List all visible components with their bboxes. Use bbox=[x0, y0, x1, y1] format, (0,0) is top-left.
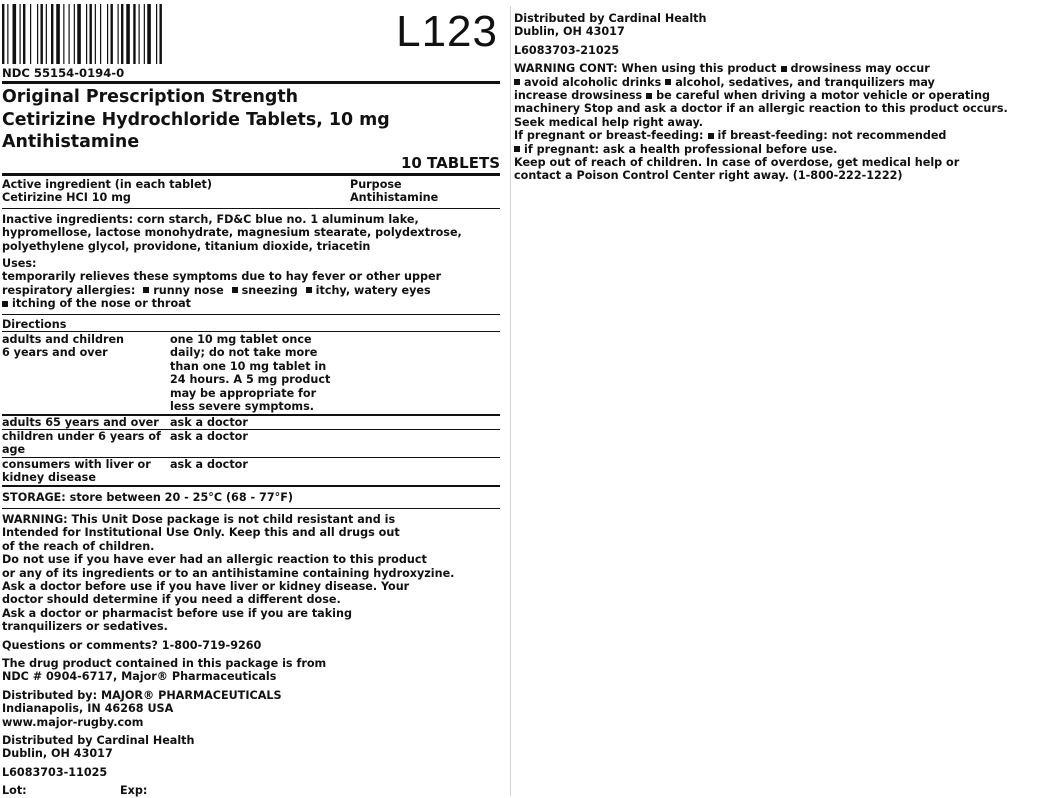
bullet-icon bbox=[781, 66, 787, 72]
text-line: contact a Poison Control Center right away. (1-800-222-1222) bbox=[514, 169, 903, 183]
text-line bbox=[514, 129, 1042, 142]
questions: Questions or comments? 1-800-719-9260 bbox=[2, 638, 262, 652]
active-ingredient-header bbox=[2, 178, 500, 191]
cell-line: 24 hours. A 5 mg product bbox=[170, 373, 331, 387]
barcode-bar bbox=[107, 4, 108, 64]
barcode-bar bbox=[121, 4, 123, 64]
text-line bbox=[514, 76, 1042, 89]
bullet-icon bbox=[708, 133, 714, 139]
text-line: hypromellose, lactose monohydrate, magnesium stearate, polydextrose, bbox=[2, 226, 462, 240]
text-line: NDC # 0904-6717, Major® Pharmaceuticals bbox=[2, 670, 277, 684]
warning-continued bbox=[514, 62, 1042, 183]
text-line: Distributed by: MAJOR® PHARMACEUTICALS bbox=[2, 688, 282, 702]
text-line: Do not use if you have ever had an allergic reaction to this product bbox=[2, 553, 427, 567]
left-label-panel bbox=[2, 4, 500, 798]
text-line: of the reach of children. bbox=[2, 539, 155, 553]
text-line bbox=[514, 62, 1042, 75]
use-item: itchy, watery eyes bbox=[315, 283, 431, 297]
barcode-bar bbox=[111, 4, 113, 64]
active-ingredient: Cetirizine HCI 10 mg bbox=[2, 191, 131, 205]
use-item: itching of the nose or throat bbox=[12, 297, 192, 311]
right-label-panel bbox=[514, 12, 1042, 183]
active-ingredient-heading: Active ingredient (in each tablet) bbox=[2, 178, 213, 191]
pregnancy-item: if pregnant: ask a health professional before use. bbox=[524, 142, 838, 156]
barcode-bar bbox=[147, 4, 151, 64]
table-cell-what: ask a doctor bbox=[170, 429, 248, 443]
barcode-icon bbox=[2, 4, 214, 64]
uses-prefix: respiratory allergies: bbox=[2, 283, 136, 297]
table-row bbox=[2, 429, 500, 457]
cell-line: kidney disease bbox=[2, 471, 96, 485]
table-cell-what: ask a doctor bbox=[170, 457, 248, 471]
text-line bbox=[514, 143, 1042, 156]
warnings bbox=[2, 508, 500, 634]
directions-section bbox=[2, 314, 500, 485]
text-line: temporarily relieves these symptoms due to hay fever or other upper bbox=[2, 270, 442, 284]
purpose-heading: Purpose bbox=[350, 178, 402, 191]
cell-line: less severe symptoms. bbox=[170, 400, 314, 414]
barcode-bar bbox=[139, 4, 140, 64]
barcode-bar bbox=[56, 4, 60, 64]
text-line: Intended for Institutional Use Only. Keep this and all drugs out bbox=[2, 526, 400, 540]
text-line: Seek medical help right away. bbox=[514, 115, 704, 129]
cell-line: children under 6 years of bbox=[2, 429, 161, 443]
table-row bbox=[2, 457, 500, 485]
barcode-bar bbox=[41, 4, 43, 64]
warning-item: drowsiness may occur bbox=[790, 62, 930, 76]
text-line: doctor should determine if you need a different dose. bbox=[2, 593, 341, 607]
bullet-icon bbox=[232, 287, 238, 293]
bullet-icon bbox=[2, 301, 8, 307]
barcode-bar bbox=[156, 4, 157, 64]
title-line: Cetirizine Hydrochloride Tablets, 10 mg bbox=[2, 109, 390, 130]
bullet-icon bbox=[143, 287, 149, 293]
text-line: tranquilizers or sedatives. bbox=[2, 620, 168, 634]
text-line: Dublin, OH 43017 bbox=[2, 747, 113, 761]
text-line bbox=[514, 89, 1042, 102]
warning-item: alcohol, sedatives, and tranquilizers may bbox=[675, 75, 935, 89]
bullet-icon bbox=[514, 79, 520, 85]
pregnancy-prefix: If pregnant or breast-feeding: bbox=[514, 129, 704, 143]
text-line: Dublin, OH 43017 bbox=[514, 25, 625, 39]
text-line: Ask a doctor before use if you have liver or kidney disease. Your bbox=[2, 579, 410, 593]
use-item: sneezing bbox=[241, 283, 298, 297]
uses-heading: Uses: bbox=[2, 257, 37, 271]
barcode-bar bbox=[63, 4, 64, 64]
barcode-bar bbox=[46, 4, 47, 64]
text-line bbox=[2, 284, 500, 297]
text-line: Inactive ingredients: corn starch, FD&C blue no. 1 aluminum lake, bbox=[2, 212, 419, 226]
table-cell-what: ask a doctor bbox=[170, 415, 248, 429]
text-line: Distributed by Cardinal Health bbox=[514, 12, 707, 25]
storage: STORAGE: store between 20 - 25°C (68 - 77°F) bbox=[2, 485, 500, 504]
barcode-bar bbox=[23, 4, 25, 64]
label-code: L6083703-21025 bbox=[514, 43, 620, 57]
barcode-bar bbox=[20, 4, 21, 64]
title-line: Antihistamine bbox=[2, 132, 140, 153]
table-row bbox=[2, 331, 500, 413]
barcode-bar bbox=[144, 4, 145, 64]
barcode-bar bbox=[37, 4, 38, 64]
barcode-bar bbox=[90, 4, 92, 64]
table-cell-who bbox=[2, 430, 170, 457]
bullet-icon bbox=[514, 146, 520, 152]
drug-facts bbox=[2, 178, 500, 798]
cell-line: adults and children bbox=[2, 333, 125, 347]
panel-divider bbox=[510, 6, 511, 796]
text-line: polyethylene glycol, providone, titanium dioxide, triacetin bbox=[2, 239, 371, 253]
text-line: Keep out of reach of children. In case of overdose, get medical help or bbox=[514, 156, 960, 170]
text-line bbox=[2, 297, 500, 310]
ndc-number: NDC 55154-0194-0 bbox=[2, 66, 125, 80]
barcode-bar bbox=[30, 4, 31, 64]
active-ingredient-row bbox=[2, 191, 500, 204]
cell-line: 6 years and over bbox=[2, 346, 108, 360]
text-line: www.major-rugby.com bbox=[2, 715, 144, 729]
cell-line: than one 10 mg tablet in bbox=[170, 359, 327, 373]
source-info bbox=[2, 657, 500, 684]
purpose: Antihistamine bbox=[350, 191, 439, 205]
barcode-bar bbox=[7, 4, 8, 64]
text-line: Ask a doctor or pharmacist before use if you are taking bbox=[2, 606, 352, 620]
cell-line: age bbox=[2, 443, 26, 457]
text-line: The drug product contained in this package is from bbox=[2, 657, 327, 670]
bullet-icon bbox=[665, 79, 671, 85]
title-line: Original Prescription Strength bbox=[2, 87, 299, 107]
lot-label: Lot: bbox=[2, 784, 27, 798]
table-cell-who bbox=[2, 333, 170, 413]
text-line: or any of its ingredients or to an antihistamine containing hydroxyzine. bbox=[2, 566, 455, 580]
barcode-bar bbox=[133, 4, 135, 64]
directions-table bbox=[2, 331, 500, 484]
barcode-bar bbox=[118, 4, 119, 64]
cardinal-distributor bbox=[2, 734, 500, 761]
text-line: Indianapolis, IN 46268 USA bbox=[2, 702, 174, 716]
table-cell-who bbox=[2, 458, 170, 485]
product-title bbox=[2, 86, 500, 154]
cell-line: daily; do not take more bbox=[170, 346, 318, 360]
warning-prefix: WARNING CONT: When using this product bbox=[514, 62, 777, 76]
tablet-count: 10 TABLETS bbox=[400, 154, 500, 172]
table-row bbox=[2, 414, 500, 429]
warning-item: avoid alcoholic drinks bbox=[524, 75, 662, 89]
text-line: machinery Stop and ask a doctor if an allergic reaction to this product occurs. bbox=[514, 102, 1008, 116]
barcode-bar bbox=[126, 4, 130, 64]
barcode-bar bbox=[13, 4, 17, 64]
text-line: Distributed by Cardinal Health bbox=[2, 734, 195, 748]
warning-item: be careful when driving a motor vehicle or operating bbox=[656, 89, 991, 103]
barcode-bar bbox=[74, 4, 75, 64]
exp-label: Exp: bbox=[120, 784, 148, 798]
major-distributor bbox=[2, 689, 500, 729]
table-cell-what bbox=[170, 333, 332, 413]
barcode-bar bbox=[95, 4, 96, 64]
lot-code: L123 bbox=[396, 7, 498, 56]
barcode-bar bbox=[2, 4, 4, 64]
inactive-ingredients bbox=[2, 208, 500, 253]
pregnancy-item: if breast-feeding: not recommended bbox=[717, 129, 947, 143]
text-line: WARNING: This Unit Dose package is not child resistant and is bbox=[2, 512, 396, 526]
table-cell-who: adults 65 years and over bbox=[2, 415, 159, 429]
barcode-bar bbox=[100, 4, 101, 64]
divider bbox=[2, 173, 500, 176]
cell-line: one 10 mg tablet once bbox=[170, 333, 312, 347]
barcode-bar bbox=[51, 4, 53, 64]
divider bbox=[2, 81, 500, 84]
bullet-icon bbox=[306, 287, 312, 293]
barcode-bar bbox=[160, 4, 162, 64]
bullet-icon bbox=[646, 93, 652, 99]
label-code: L6083703-11025 bbox=[2, 765, 108, 779]
uses-section bbox=[2, 257, 500, 311]
warning-item: increase drowsiness bbox=[514, 89, 643, 103]
use-item: runny nose bbox=[153, 283, 224, 297]
cell-line: consumers with liver or bbox=[2, 457, 151, 471]
cell-line: may be appropriate for bbox=[170, 386, 317, 400]
barcode-bar bbox=[69, 4, 70, 64]
barcode-bar bbox=[77, 4, 81, 64]
barcode-bar bbox=[86, 4, 87, 64]
directions-heading: Directions bbox=[2, 317, 67, 331]
